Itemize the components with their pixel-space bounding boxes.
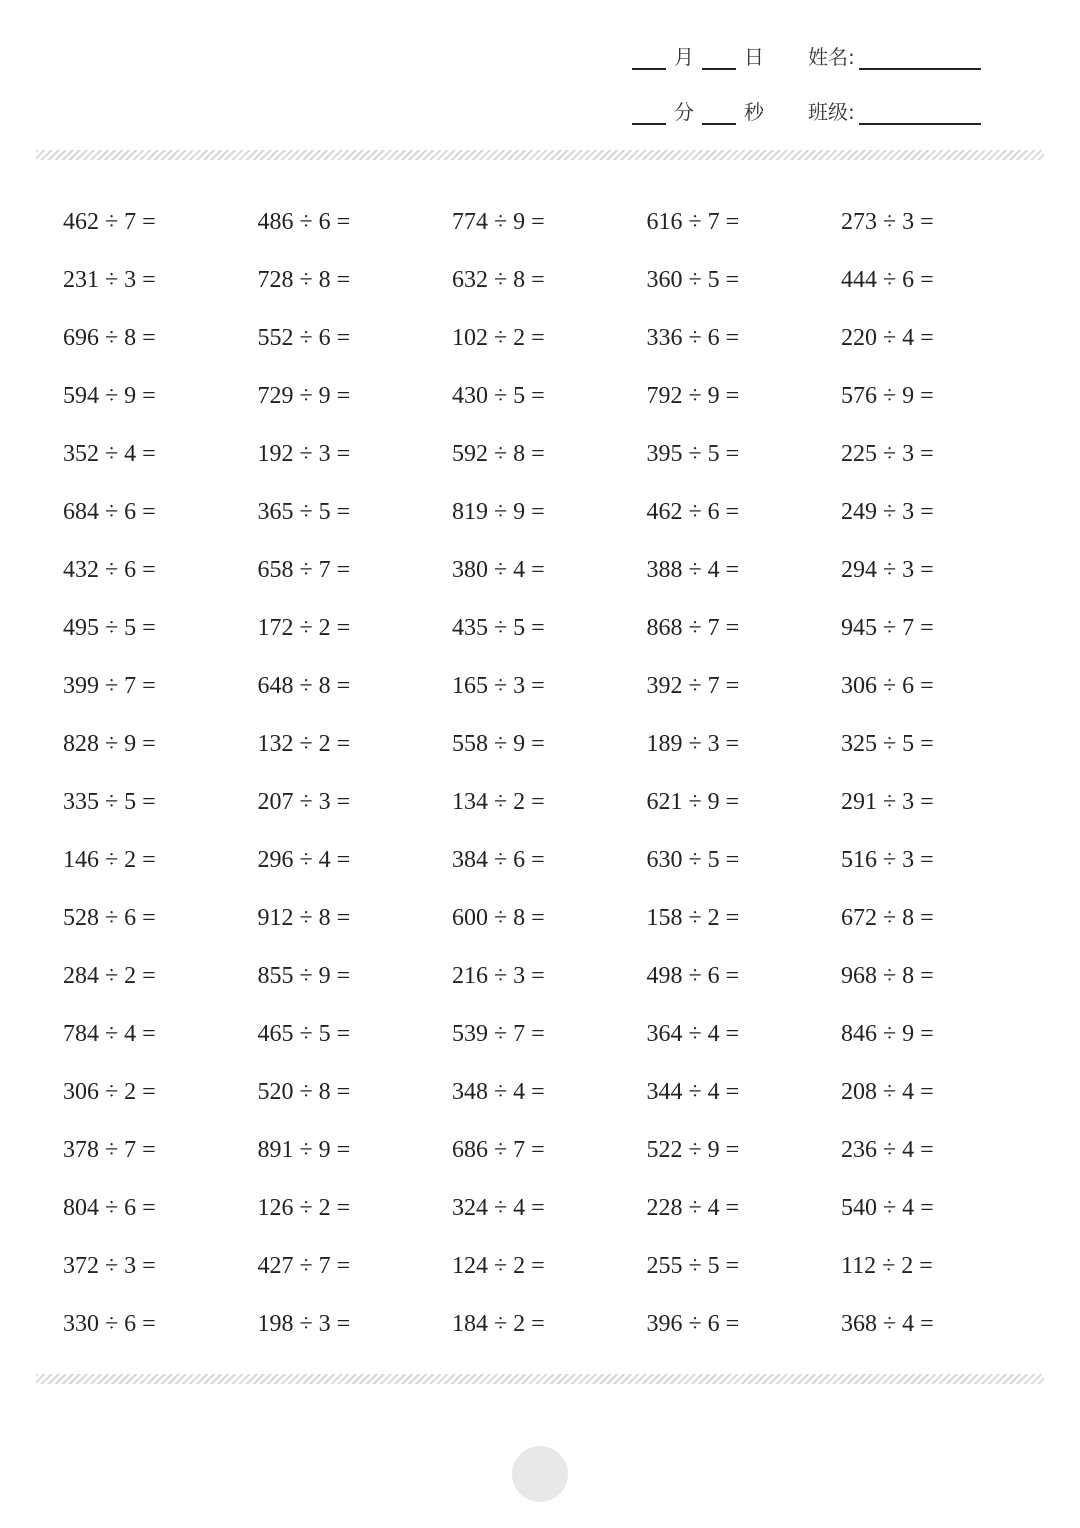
division-problem: 462 ÷ 6 = — [646, 499, 740, 525]
division-problem: 540 ÷ 4 = — [841, 1195, 934, 1221]
division-problem: 648 ÷ 8 = — [257, 673, 351, 699]
division-problem: 465 ÷ 5 = — [257, 1021, 351, 1047]
time-class-row — [632, 95, 981, 125]
division-problem: 684 ÷ 6 = — [63, 499, 156, 525]
bottom-divider — [36, 1374, 1044, 1384]
division-problem: 255 ÷ 5 = — [646, 1253, 740, 1279]
division-problem: 158 ÷ 2 = — [646, 905, 740, 931]
division-problem: 126 ÷ 2 = — [257, 1195, 351, 1221]
division-problem: 828 ÷ 9 = — [63, 731, 156, 757]
division-problem: 444 ÷ 6 = — [841, 267, 934, 293]
second-blank[interactable] — [702, 99, 736, 125]
division-problem: 102 ÷ 2 = — [452, 325, 545, 351]
division-problem: 846 ÷ 9 = — [841, 1021, 934, 1047]
division-problem: 395 ÷ 5 = — [646, 441, 740, 467]
division-problem: 348 ÷ 4 = — [452, 1079, 545, 1105]
class-blank[interactable] — [859, 99, 981, 125]
minute-blank[interactable] — [632, 99, 666, 125]
top-divider — [36, 150, 1044, 160]
division-problem: 372 ÷ 3 = — [63, 1253, 156, 1279]
division-problem: 968 ÷ 8 = — [841, 963, 934, 989]
division-problem: 528 ÷ 6 = — [63, 905, 156, 931]
name-blank[interactable] — [859, 44, 981, 70]
division-problem: 427 ÷ 7 = — [257, 1253, 351, 1279]
division-problem: 207 ÷ 3 = — [257, 789, 351, 815]
division-problem: 306 ÷ 6 = — [841, 673, 934, 699]
division-problem: 728 ÷ 8 = — [257, 267, 351, 293]
division-problem: 216 ÷ 3 = — [452, 963, 545, 989]
class-label: 班级: — [808, 100, 855, 124]
division-problem: 855 ÷ 9 = — [257, 963, 351, 989]
division-problem: 189 ÷ 3 = — [646, 731, 740, 757]
division-problem: 594 ÷ 9 = — [63, 383, 156, 409]
day-blank[interactable] — [702, 44, 736, 70]
division-problem: 380 ÷ 4 = — [452, 557, 545, 583]
second-label: 秒 — [744, 100, 764, 124]
division-problem: 291 ÷ 3 = — [841, 789, 934, 815]
division-problem: 729 ÷ 9 = — [257, 383, 351, 409]
division-problem: 365 ÷ 5 = — [257, 499, 351, 525]
division-problem: 435 ÷ 5 = — [452, 615, 545, 641]
division-problem: 774 ÷ 9 = — [452, 209, 545, 235]
division-problem: 696 ÷ 8 = — [63, 325, 156, 351]
division-problem: 134 ÷ 2 = — [452, 789, 545, 815]
name-label: 姓名: — [808, 45, 855, 69]
division-problem: 231 ÷ 3 = — [63, 267, 156, 293]
division-problem: 325 ÷ 5 = — [841, 731, 934, 757]
date-name-row — [632, 40, 981, 70]
division-problem: 576 ÷ 9 = — [841, 383, 934, 409]
page-number-badge — [512, 1446, 568, 1502]
division-problem: 172 ÷ 2 = — [257, 615, 351, 641]
division-problem: 600 ÷ 8 = — [452, 905, 545, 931]
division-problem: 616 ÷ 7 = — [646, 209, 740, 235]
minute-label: 分 — [674, 100, 694, 124]
division-problem: 220 ÷ 4 = — [841, 325, 934, 351]
worksheet-header — [0, 0, 1080, 150]
division-problem: 132 ÷ 2 = — [257, 731, 351, 757]
division-problem: 462 ÷ 7 = — [63, 209, 156, 235]
division-problem: 498 ÷ 6 = — [646, 963, 740, 989]
division-problem: 522 ÷ 9 = — [646, 1137, 740, 1163]
division-problem: 336 ÷ 6 = — [646, 325, 740, 351]
division-problem: 621 ÷ 9 = — [646, 789, 740, 815]
division-problem: 868 ÷ 7 = — [646, 615, 740, 641]
division-problem: 146 ÷ 2 = — [63, 847, 156, 873]
division-problem: 392 ÷ 7 = — [646, 673, 740, 699]
division-problem: 112 ÷ 2 = — [841, 1253, 933, 1279]
division-problem: 360 ÷ 5 = — [646, 267, 740, 293]
division-problem: 432 ÷ 6 = — [63, 557, 156, 583]
division-problem: 165 ÷ 3 = — [452, 673, 545, 699]
division-problem: 672 ÷ 8 = — [841, 905, 934, 931]
division-problem: 399 ÷ 7 = — [63, 673, 156, 699]
day-label: 日 — [744, 45, 764, 69]
division-problem: 378 ÷ 7 = — [63, 1137, 156, 1163]
division-problem: 592 ÷ 8 = — [452, 441, 545, 467]
problem-grid — [63, 193, 1036, 1353]
division-problem: 396 ÷ 6 = — [646, 1311, 740, 1337]
division-problem: 306 ÷ 2 = — [63, 1079, 156, 1105]
division-problem: 225 ÷ 3 = — [841, 441, 934, 467]
division-problem: 273 ÷ 3 = — [841, 209, 934, 235]
division-problem: 792 ÷ 9 = — [646, 383, 740, 409]
division-problem: 384 ÷ 6 = — [452, 847, 545, 873]
division-problem: 804 ÷ 6 = — [63, 1195, 156, 1221]
division-problem: 558 ÷ 9 = — [452, 731, 545, 757]
division-problem: 364 ÷ 4 = — [646, 1021, 740, 1047]
division-problem: 658 ÷ 7 = — [257, 557, 351, 583]
division-problem: 192 ÷ 3 = — [257, 441, 351, 467]
division-problem: 368 ÷ 4 = — [841, 1311, 934, 1337]
division-problem: 330 ÷ 6 = — [63, 1311, 156, 1337]
division-problem: 552 ÷ 6 = — [257, 325, 351, 351]
division-problem: 352 ÷ 4 = — [63, 441, 156, 467]
division-problem: 335 ÷ 5 = — [63, 789, 156, 815]
division-problem: 819 ÷ 9 = — [452, 499, 545, 525]
division-problem: 891 ÷ 9 = — [257, 1137, 351, 1163]
division-problem: 294 ÷ 3 = — [841, 557, 934, 583]
division-problem: 912 ÷ 8 = — [257, 905, 351, 931]
month-label: 月 — [674, 45, 694, 69]
division-problem: 198 ÷ 3 = — [257, 1311, 351, 1337]
division-problem: 228 ÷ 4 = — [646, 1195, 740, 1221]
division-problem: 284 ÷ 2 = — [63, 963, 156, 989]
division-problem: 430 ÷ 5 = — [452, 383, 545, 409]
division-problem: 208 ÷ 4 = — [841, 1079, 934, 1105]
division-problem: 686 ÷ 7 = — [452, 1137, 545, 1163]
division-problem: 236 ÷ 4 = — [841, 1137, 934, 1163]
division-problem: 296 ÷ 4 = — [257, 847, 351, 873]
division-problem: 516 ÷ 3 = — [841, 847, 934, 873]
division-problem: 249 ÷ 3 = — [841, 499, 934, 525]
division-problem: 124 ÷ 2 = — [452, 1253, 545, 1279]
division-problem: 486 ÷ 6 = — [257, 209, 351, 235]
division-problem: 945 ÷ 7 = — [841, 615, 934, 641]
division-problem: 520 ÷ 8 = — [257, 1079, 351, 1105]
division-problem: 344 ÷ 4 = — [646, 1079, 740, 1105]
division-problem: 630 ÷ 5 = — [646, 847, 740, 873]
division-problem: 184 ÷ 2 = — [452, 1311, 545, 1337]
division-problem: 495 ÷ 5 = — [63, 615, 156, 641]
division-problem: 324 ÷ 4 = — [452, 1195, 545, 1221]
division-problem: 784 ÷ 4 = — [63, 1021, 156, 1047]
division-problem: 388 ÷ 4 = — [646, 557, 740, 583]
division-problem: 539 ÷ 7 = — [452, 1021, 545, 1047]
division-problem: 632 ÷ 8 = — [452, 267, 545, 293]
month-blank[interactable] — [632, 44, 666, 70]
